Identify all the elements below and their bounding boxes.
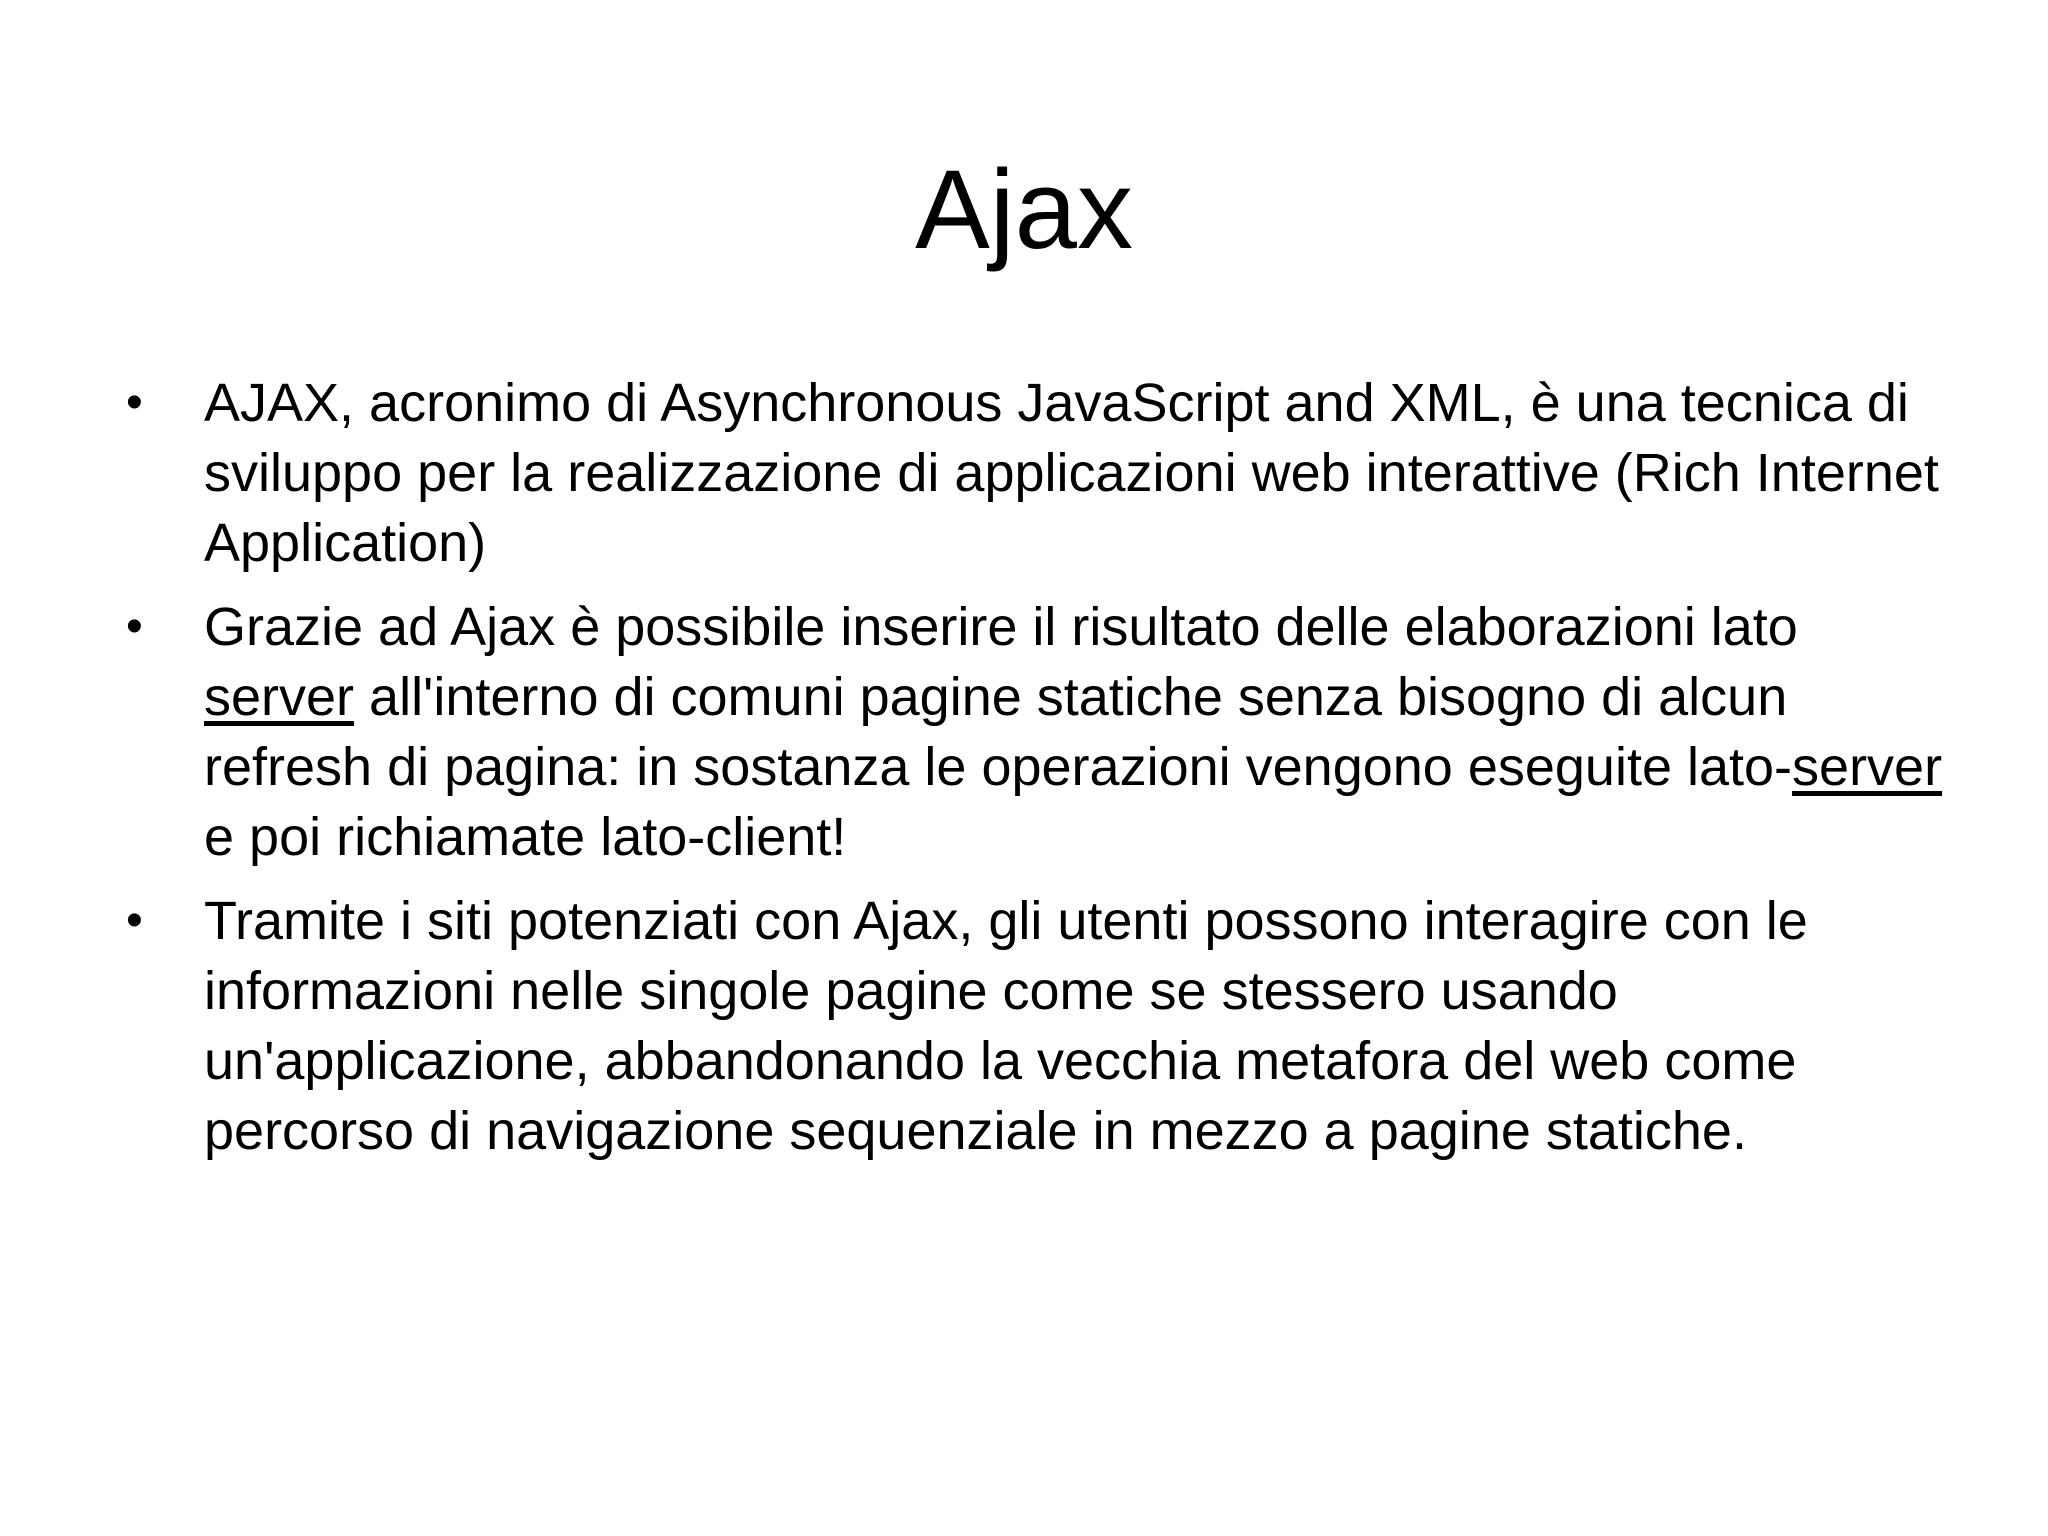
bullet-icon: •	[126, 600, 143, 653]
bullet-item-server-results	[120, 592, 1960, 872]
bullet-text: AJAX, acronimo di Asynchronous JavaScript and XML, è una tecnica di sviluppo per la realizzazione di applicazioni web interattive (Rich Internet Application)	[204, 373, 1939, 573]
bullet-icon: •	[126, 376, 143, 429]
server-link-2[interactable]: server	[1792, 737, 1943, 797]
slide-title: Ajax	[915, 147, 1133, 272]
bullet-text-part-2: all'interno di comuni pagine statiche senza bisogno di alcun refresh di pagina: in sostanza le operazioni vengono eseguite lato-	[204, 667, 1793, 797]
bullet-icon: •	[126, 894, 143, 947]
bullet-text: Tramite i siti potenziati con Ajax, gli utenti possono interagire con le informazioni nelle singole pagine come se stessero usando un'applicazione, abbandonando la vecchia metafora del web come percorso di navigazione sequenziale in mezzo a pagine statiche.	[204, 891, 1808, 1161]
bullet-list	[120, 368, 1960, 1180]
bullet-item-user-interaction	[120, 886, 1960, 1166]
server-link-1[interactable]: server	[204, 667, 355, 727]
bullet-item-ajax-definition	[120, 368, 1960, 578]
bullet-text-part-3: e poi richiamate lato-client!	[204, 807, 847, 867]
bullet-text-part-1: Grazie ad Ajax è possibile inserire il risultato delle elaborazioni lato	[204, 597, 1798, 657]
